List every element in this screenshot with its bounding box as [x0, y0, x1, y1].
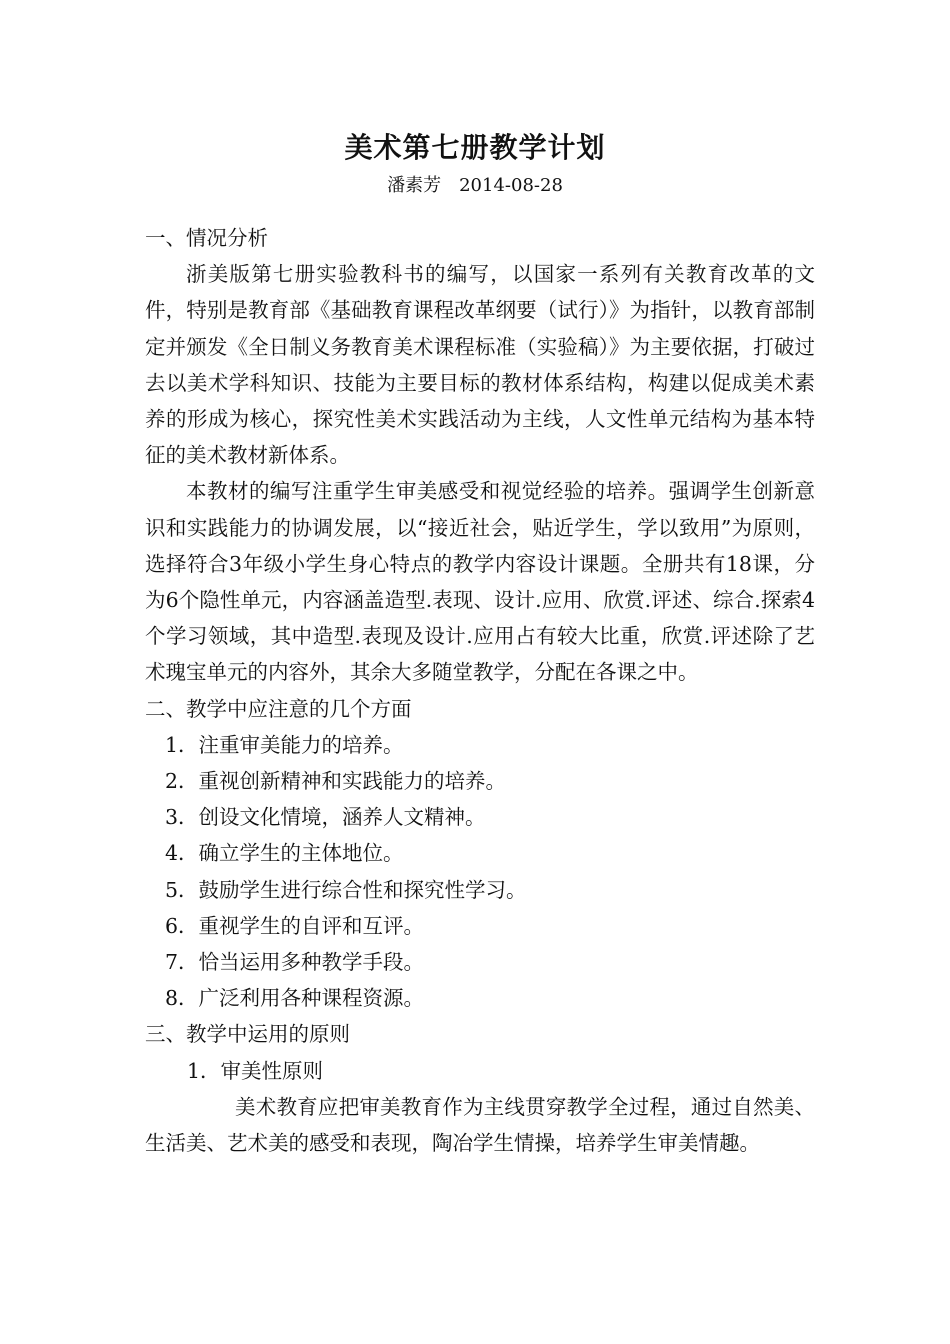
list-item: 5．鼓励学生进行综合性和探究性学习。 — [165, 877, 527, 902]
section-heading-analysis: 一、情况分析 — [145, 226, 268, 250]
document-title: 美术第七册教学计划 — [344, 131, 606, 164]
document-date: 2014-08-28 — [459, 175, 563, 196]
document-body — [145, 220, 815, 1161]
list-item: 6．重视学生的自评和互评。 — [165, 913, 425, 938]
section-heading-attention-points: 二、教学中应注意的几个方面 — [145, 696, 412, 721]
list-item: 1．注重审美能力的培养。 — [165, 732, 404, 757]
paragraph-textbook-overview: 浙美版第七册实验教科书的编写，以国家一系列有关教育改革的文件，特别是教育部《基础教育课程改革纲要（试行）》为指针，以教育部制定并颁发《全日制义务教育美术课程标准（实验稿）》为主要依据，打破过去以美术学科知识、技能为主要目标的教材体系结构，构建以促成美术素养的形成为核心，探究性美术实践活动为主线，人文性单元结构为基本特征的美术教材新体系。 — [145, 262, 815, 468]
list-item: 4．确立学生的主体地位。 — [165, 841, 404, 866]
section-heading-principles: 三、教学中运用的原则 — [145, 1022, 350, 1047]
paragraph-textbook-content: 本教材的编写注重学生审美感受和视觉经验的培养。强调学生创新意识和实践能力的协调发展，以“接近社会，贴近学生，学以致用”为原则，选择符合3年级小学生身心特点的教学内容设计课题。全册共有18课，分为6个隐性单元，内容涵盖造型.表现、设计.应用、欣赏.评述、综合.探索4个学习领域，其中造型.表现及设计.应用占有较大比重，欣赏.评述除了艺术瑰宝单元的内容外，其余大多随堂教学，分配在各课之中。 — [145, 479, 815, 685]
list-item: 8．广泛利用各种课程资源。 — [165, 986, 425, 1011]
sub-heading-aesthetic-principle: 1．审美性原则 — [187, 1058, 324, 1083]
list-item: 2．重视创新精神和实践能力的培养。 — [165, 769, 507, 794]
document-meta — [0, 172, 950, 200]
list-item: 7．恰当运用多种教学手段。 — [165, 950, 425, 975]
author-name: 潘素芳 — [387, 175, 442, 196]
list-item: 3．创设文化情境，涵养人文精神。 — [165, 805, 486, 830]
paragraph-aesthetic-principle: 美术教育应把审美教育作为主线贯穿教学全过程，通过自然美、生活美、艺术美的感受和表现，陶冶学生情操，培养学生审美情趣。 — [145, 1094, 815, 1156]
